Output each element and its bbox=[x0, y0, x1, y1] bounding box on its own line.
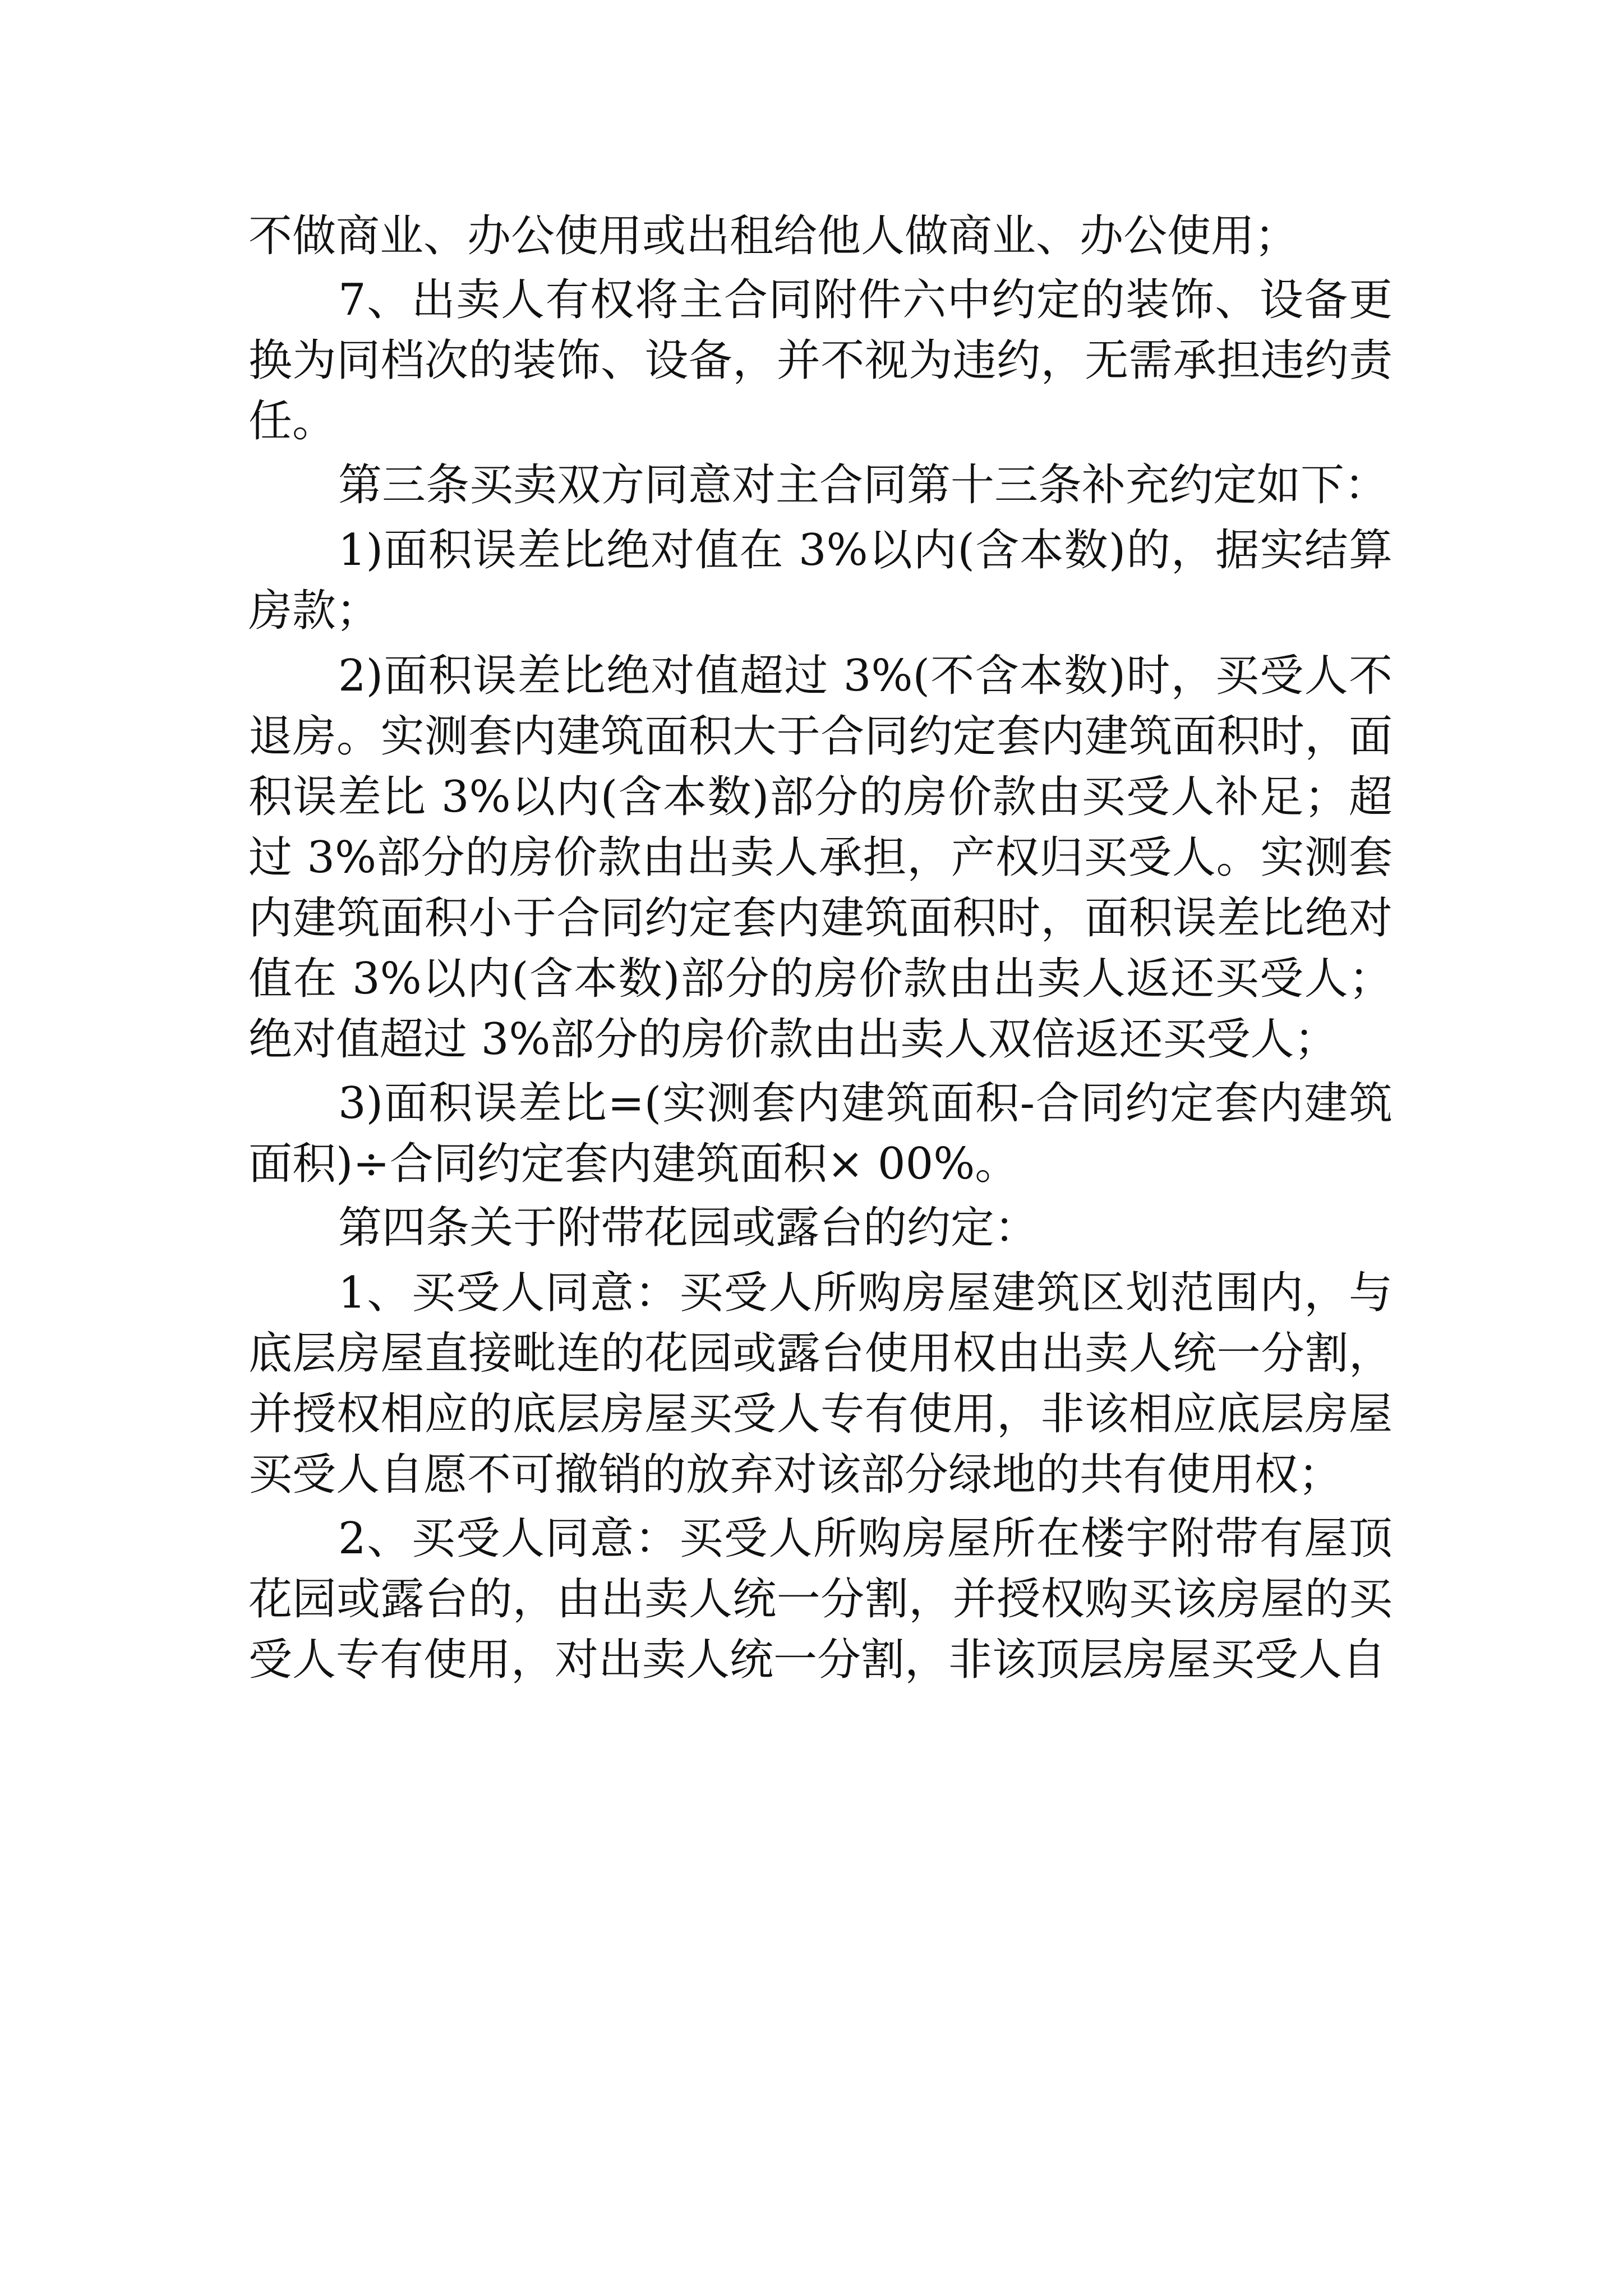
paragraph-article-3-heading: 第三条买卖双方同意对主合同第十三条补充约定如下： bbox=[338, 460, 1389, 510]
paragraph-item-3: 3)面积误差比=(实测套内建筑面积-合同约定套内建筑面积)÷合同约定套内建筑面积× 00%。 bbox=[248, 1078, 1393, 1189]
paragraph-item-1: 1)面积误差比绝对值在 3%以内(含本数)的，据实结算房款； bbox=[248, 525, 1393, 636]
paragraph-article-4-clause-2: 2、买受人同意：买受人所购房屋所在楼宇附带有屋顶花园或露台的，由出卖人统一分割，并授权购买该房屋的买受人专有使用，对出卖人统一分割，非该顶层房屋买受人自 bbox=[248, 1513, 1393, 1685]
paragraph-continuation: 不做商业、办公使用或出租给他人做商业、办公使用； bbox=[248, 211, 1299, 261]
paragraph-article-4-heading: 第四条关于附带花园或露台的约定： bbox=[338, 1203, 1039, 1253]
paragraph-article-4-clause-1: 1、买受人同意：买受人所购房屋建筑区划范围内，与底层房屋直接毗连的花园或露台使用权由出卖人统一分割，并授权相应的底层房屋买受人专有使用，非该相应底层房屋买受人自愿不可撤销的放弃对该部分绿地的共有使用权； bbox=[248, 1268, 1393, 1500]
document-body bbox=[248, 206, 1393, 1690]
paragraph-clause-7: 7、出卖人有权将主合同附件六中约定的装饰、设备更换为同档次的装饰、设备，并不视为违约，无需承担违约责任。 bbox=[248, 275, 1393, 447]
paragraph-item-2: 2)面积误差比绝对值超过 3%(不含本数)时，买受人不退房。实测套内建筑面积大于合同约定套内建筑面积时，面积误差比 3%以内(含本数)部分的房价款由买受人补足；超过 3%部分的房价款由出卖人承担，产权归买受人。实测套内建筑面积小于合同约定套内建筑面积时，面积误差比绝对值在 3%以内(含本数)部分的房价款由出卖人返还买受人；绝对值超过 3%部分的房价款由出卖人双倍返还买受人； bbox=[248, 651, 1393, 1065]
